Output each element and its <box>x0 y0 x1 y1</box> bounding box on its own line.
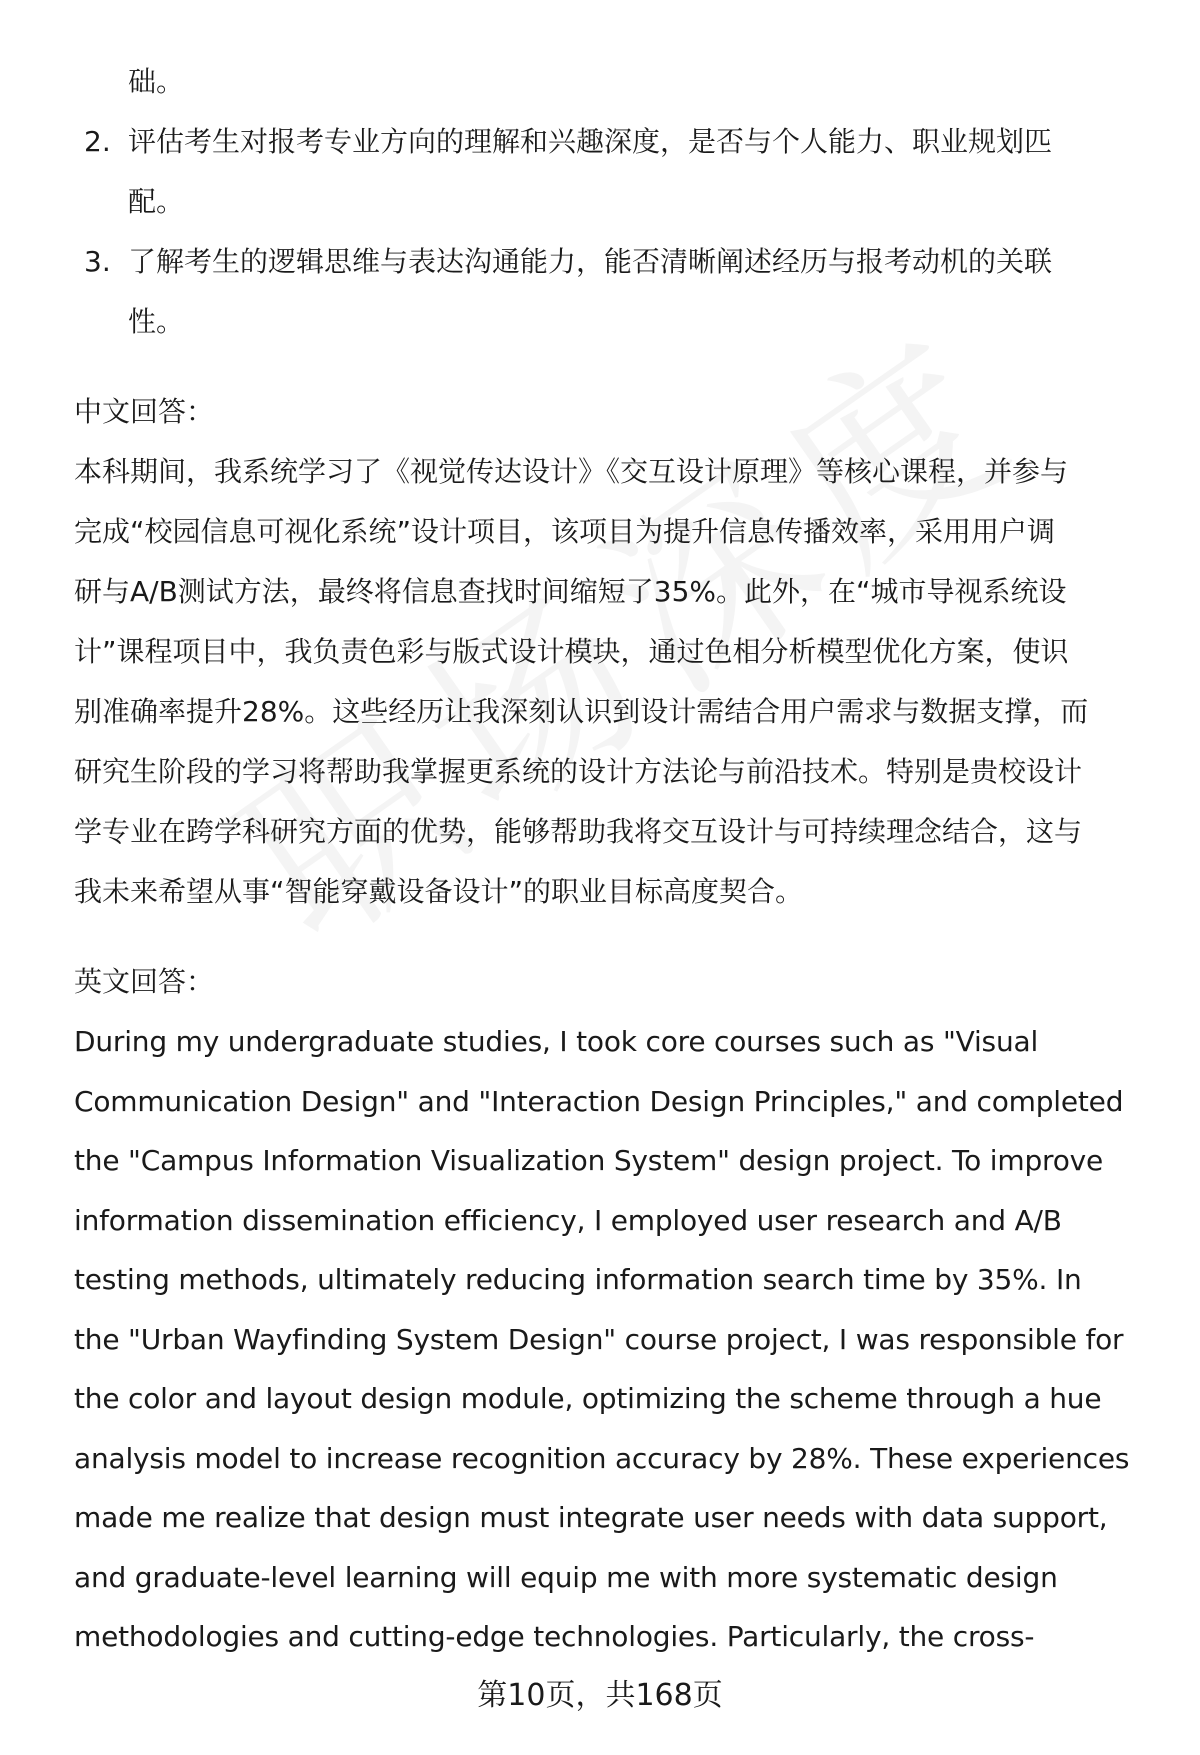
paragraph-line: 研究生阶段的学习将帮助我掌握更系统的设计方法论与前沿技术。特别是贵校设计 <box>74 755 1083 788</box>
paragraph-line: 别准确率提升28%。这些经历让我深刻认识到设计需结合用户需求与数据支撑，而 <box>74 695 1089 728</box>
paragraph-line: 本科期间，我系统学习了《视觉传达设计》《交互设计原理》等核心课程，并参与 <box>74 455 1069 488</box>
paragraph-line: the "Campus Information Visualization System" design project. To improve <box>74 1144 1104 1177</box>
paragraph-line: 研与A/B测试方法，最终将信息查找时间缩短了35%。此外，在“城市导视系统设 <box>74 575 1067 608</box>
chinese-answer-heading: 中文回答： <box>74 395 215 428</box>
paragraph-line: the "Urban Wayfinding System Design" course project, I was responsible for <box>74 1322 1124 1356</box>
list-item-text: 评估考生对报考专业方向的理解和兴趣深度，是否与个人能力、职业规划匹 <box>128 125 1053 158</box>
list-item-1-tail: 础。 <box>128 65 185 98</box>
paragraph-line: analysis model to increase recognition accuracy by 28%. These experiences <box>74 1441 1130 1475</box>
list-item-text: 性。 <box>128 305 185 338</box>
list-item <box>74 112 1154 232</box>
paragraph-line: made me realize that design must integrate user needs with data support, <box>74 1501 1108 1534</box>
paragraph-line: 我未来希望从事“智能穿戴设备设计”的职业目标高度契合。 <box>74 875 804 908</box>
paragraph-line: 学专业在跨学科研究方面的优势，能够帮助我将交互设计与可持续理念结合，这与 <box>74 815 1083 848</box>
chinese-answer-body <box>74 442 1154 922</box>
list-item-text: 配。 <box>128 185 185 218</box>
list-number: 2. <box>84 125 111 158</box>
paragraph-line: methodologies and cutting-edge technologies. Particularly, the cross- <box>74 1620 1035 1653</box>
list-item <box>74 232 1154 352</box>
english-answer-heading: 英文回答： <box>74 965 215 998</box>
paragraph-line: the color and layout design module, optimizing the scheme through a hue <box>74 1382 1102 1415</box>
list-item-text: 了解考生的逻辑思维与表达沟通能力，能否清晰阐述经历与报考动机的关联 <box>128 245 1053 278</box>
paragraph-line: During my undergraduate studies, I took core courses such as "Visual <box>74 1025 1039 1058</box>
list-number: 3. <box>84 245 111 278</box>
page-number-footer: 第10页，共168页 <box>477 1678 723 1713</box>
paragraph-line: Communication Design" and "Interaction Design Principles," and completed <box>74 1084 1124 1118</box>
page-content <box>74 52 1154 1667</box>
english-answer-body <box>74 1012 1154 1667</box>
paragraph-line: information dissemination efficiency, I employed user research and A/B <box>74 1203 1062 1237</box>
paragraph-line: testing methods, ultimately reducing information search time by 35%. In <box>74 1263 1082 1296</box>
paragraph-line: 计”课程项目中，我负责色彩与版式设计模块，通过色相分析模型优化方案，使识 <box>74 635 1069 668</box>
paragraph-line: 完成“校园信息可视化系统”设计项目，该项目为提升信息传播效率，采用用户调 <box>74 515 1056 548</box>
paragraph-line: and graduate-level learning will equip me with more systematic design <box>74 1560 1058 1594</box>
